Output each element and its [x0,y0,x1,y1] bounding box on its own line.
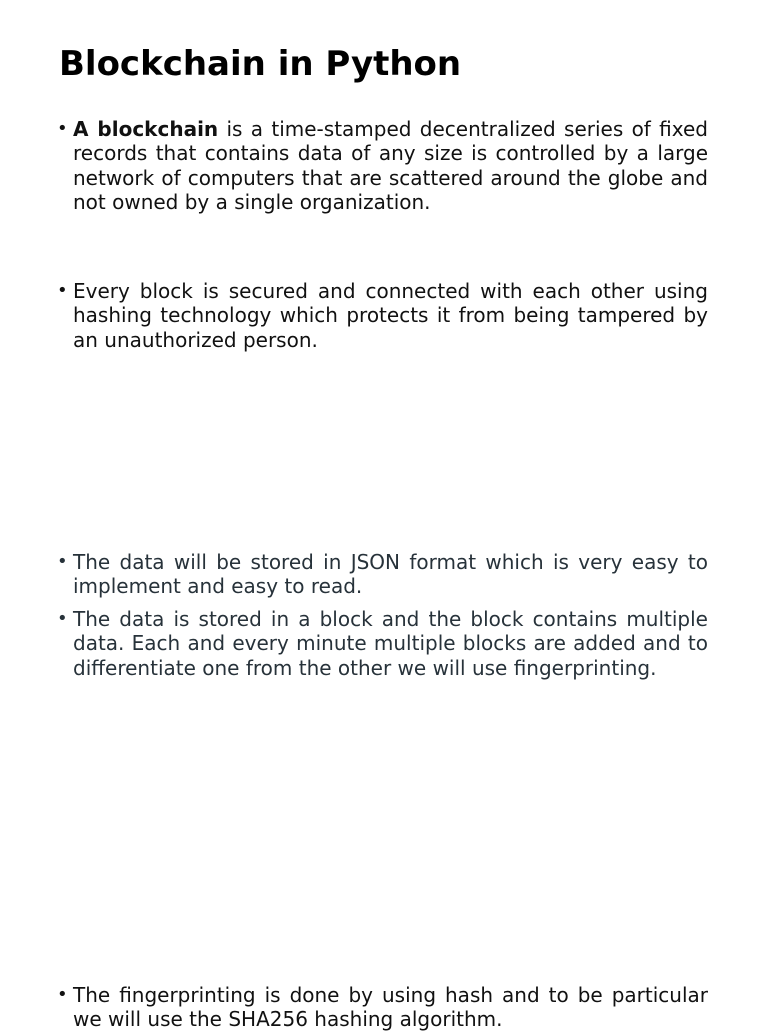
bullet-block-data [57,607,708,680]
bullet-text [73,117,708,215]
bullet-blockchain-definition [57,117,708,215]
bullet-text: Every block is secured and connected with each other using hashing technology which protects it from being tampered by an unauthorized person. [73,279,708,352]
page-title: Blockchain in Python [59,44,462,84]
bullet-text: The data is stored in a block and the block contains multiple data. Each and every minute multiple blocks are added and to differentiate one from the other we will use fingerprinting. [73,607,708,680]
bullet-dot: • [57,280,68,301]
bullet-body: is a time-stamped decentralized series of fixed records that contains data of any size is controlled by a large network of computers that are scattered around the globe and not owned by a single organization. [73,117,708,215]
bullet-block-security [57,279,708,352]
bullet-dot: • [57,984,68,1005]
bullet-text: The data will be stored in JSON format which is very easy to implement and easy to read. [73,550,708,599]
bullet-bold-term: A blockchain [73,117,219,141]
bullet-text: The fingerprinting is done by using hash and to be particular we will use the SHA256 hashing algorithm. [73,983,708,1032]
bullet-dot: • [57,551,68,572]
bullet-json-format [57,550,708,599]
bullet-fingerprinting [57,983,708,1032]
bullet-dot: • [57,608,68,629]
bullet-dot: • [57,118,68,139]
